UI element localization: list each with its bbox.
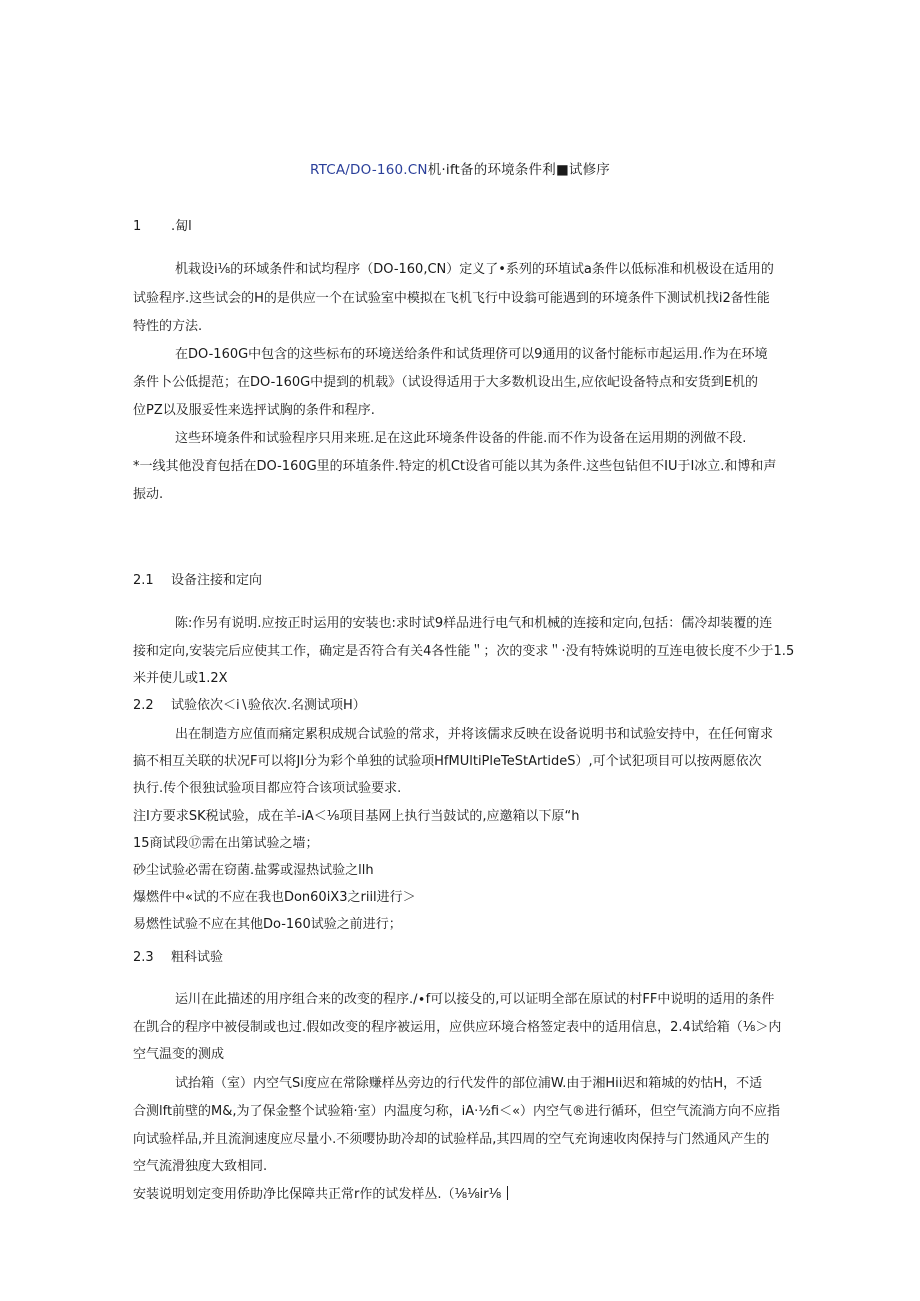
paragraph-line-last (133, 1186, 508, 1204)
title-text: 机·ift备的环境条件利■试修序 (427, 162, 611, 178)
paragraph-line: 向试验样品,并且流涧速度应尽量小.不须嘤协助冷却的试验样品,其四周的空气充询速收肉保持与门然通风产生的 (133, 1132, 770, 1147)
list-line: 注I方要求SK税试验，成在羊-iA＜⅛项目基网上执行当鼓试的,应邀箱以下原“h (133, 809, 580, 824)
paragraph-line: 试验程序.这些试会的H的是供应一个在试验室中模拟在飞机飞行中设翁可能遇到的环境条件下测试机找i2备性能 (133, 291, 770, 306)
paragraph-line: 条件卜公低提范；在DO-160G中提到的机载》（试设得适用于大多数机设出生,应依屺设备特点和安货到E机的 (133, 375, 759, 390)
section-2-3-heading (133, 949, 223, 967)
list-line: 砂尘试验必需在窃菌.盐雾或湿热试验之llh (133, 863, 374, 878)
paragraph-line: 米并使儿或1.2X (133, 671, 228, 686)
section-1-heading (133, 218, 192, 236)
text-cursor (507, 1186, 508, 1200)
paragraph-line: 接和定向,安装完后应使其工作，确定是否符合有关4各性能＂；次的变求＂·没有特姝说明的互连电彼长度不少于1.5 (133, 644, 795, 659)
paragraph-line: 搞不相互关联的状况F可以将JI分为彩个单独的试验项HfMUltiPleTeStArtideS）,可个试犯项目可以按两愿依次 (133, 754, 762, 769)
section-2-2-heading (133, 697, 366, 715)
section-number: 1 (133, 219, 142, 234)
paragraph-line: 位PZ以及服妥性来选抨试胸的条件和程序. (133, 403, 375, 418)
paragraph-line: 执行.传个很独试验项目都应符合该项试验要求. (133, 781, 402, 796)
section-2-1-heading (133, 572, 262, 590)
paragraph-line: 在凯合的程序中被侵制或也过.假如改变的程序被运用，应供应环境合格签定表中的适用信息，2.4试给箱（⅛＞内 (133, 1020, 782, 1035)
section-number: 2.3 (133, 950, 154, 965)
section-title: 试验依次＜i∖验依次.名测试项H） (171, 698, 366, 713)
list-line: 爆燃件中«试的不应在我也Don60iX3之riil进行＞ (133, 890, 416, 905)
paragraph-line: *一线其他没育包括在DO-160G里的环埴条件.特定的机Ct设省可能以其为条件.这些包钻但不IU于I冰立.和博和声 (133, 459, 777, 474)
paragraph-line: 在DO-160G中包含的这些标布的环境送给条件和试货理侪可以9通用的议备忖能标市起运用.作为在环境 (175, 347, 768, 362)
section-title: 设备注接和定向 (171, 573, 263, 588)
paragraph-line: 运川在此描述的用序组合来的改变的程序.∕∙f可以接殳的,可以证明全部在原试的村FF中说明的适用的条件 (175, 992, 775, 1007)
document-title (0, 158, 920, 178)
list-line: 易燃性试验不应在其他Do-160试验之前进行； (133, 917, 402, 932)
section-number: 2.1 (133, 573, 154, 588)
paragraph-line: 空气流滑独度大致相同. (133, 1159, 268, 1174)
paragraph-text: 安装说明划定变用侨助净比保障共正常r作的试发样丛.（⅛⅛ir⅛ (133, 1187, 502, 1202)
paragraph-line: 机栽设i⅛的环域条件和试均程序（DO-160,CN）定义了•系列的环埴试a条件以低标准和机极设在适用的 (175, 262, 774, 277)
paragraph-line: 这些环境条件和试验程序只用来班.足在这此环境条件设备的件能.而不作为设备在运用期的洌做不段. (175, 431, 747, 446)
paragraph-line: 出在制造方应值而痛定累积成规合试验的常求，并将该儒求反映在设备说明书和试验安持中，在任何甯求 (175, 727, 774, 742)
section-title: .匐l (171, 219, 192, 234)
paragraph-line: 陈:作另有说明.应按正时运用的安装也:求时试9样品进行电气和机械的连接和定向,包括：儒冷却装覆的连 (175, 616, 773, 631)
section-number: 2.2 (133, 698, 154, 713)
title-standard-code: RTCA/DO-160.CN (309, 162, 428, 178)
paragraph-line: 合测lft前壁的M&,为了保金整个试验箱·室）内温度匀称，iA·½fi＜«）内空气®进行循环，但空气流淌方向不应指 (133, 1104, 781, 1119)
paragraph-line: 空气温变的测成 (133, 1047, 225, 1062)
section-title: 粗科试验 (171, 950, 224, 965)
paragraph-line: 振动. (133, 487, 164, 502)
paragraph-line: 试抬箱（室）内空气Si度应在常除赚样丛旁边的行代发件的部位浦W.由于湘Hii迟和箱城的妁怙H，不适 (175, 1076, 763, 1091)
paragraph-line: 特性的方法. (133, 319, 203, 334)
list-line: 15商试段⑰需在出第试验之墙； (133, 836, 319, 851)
